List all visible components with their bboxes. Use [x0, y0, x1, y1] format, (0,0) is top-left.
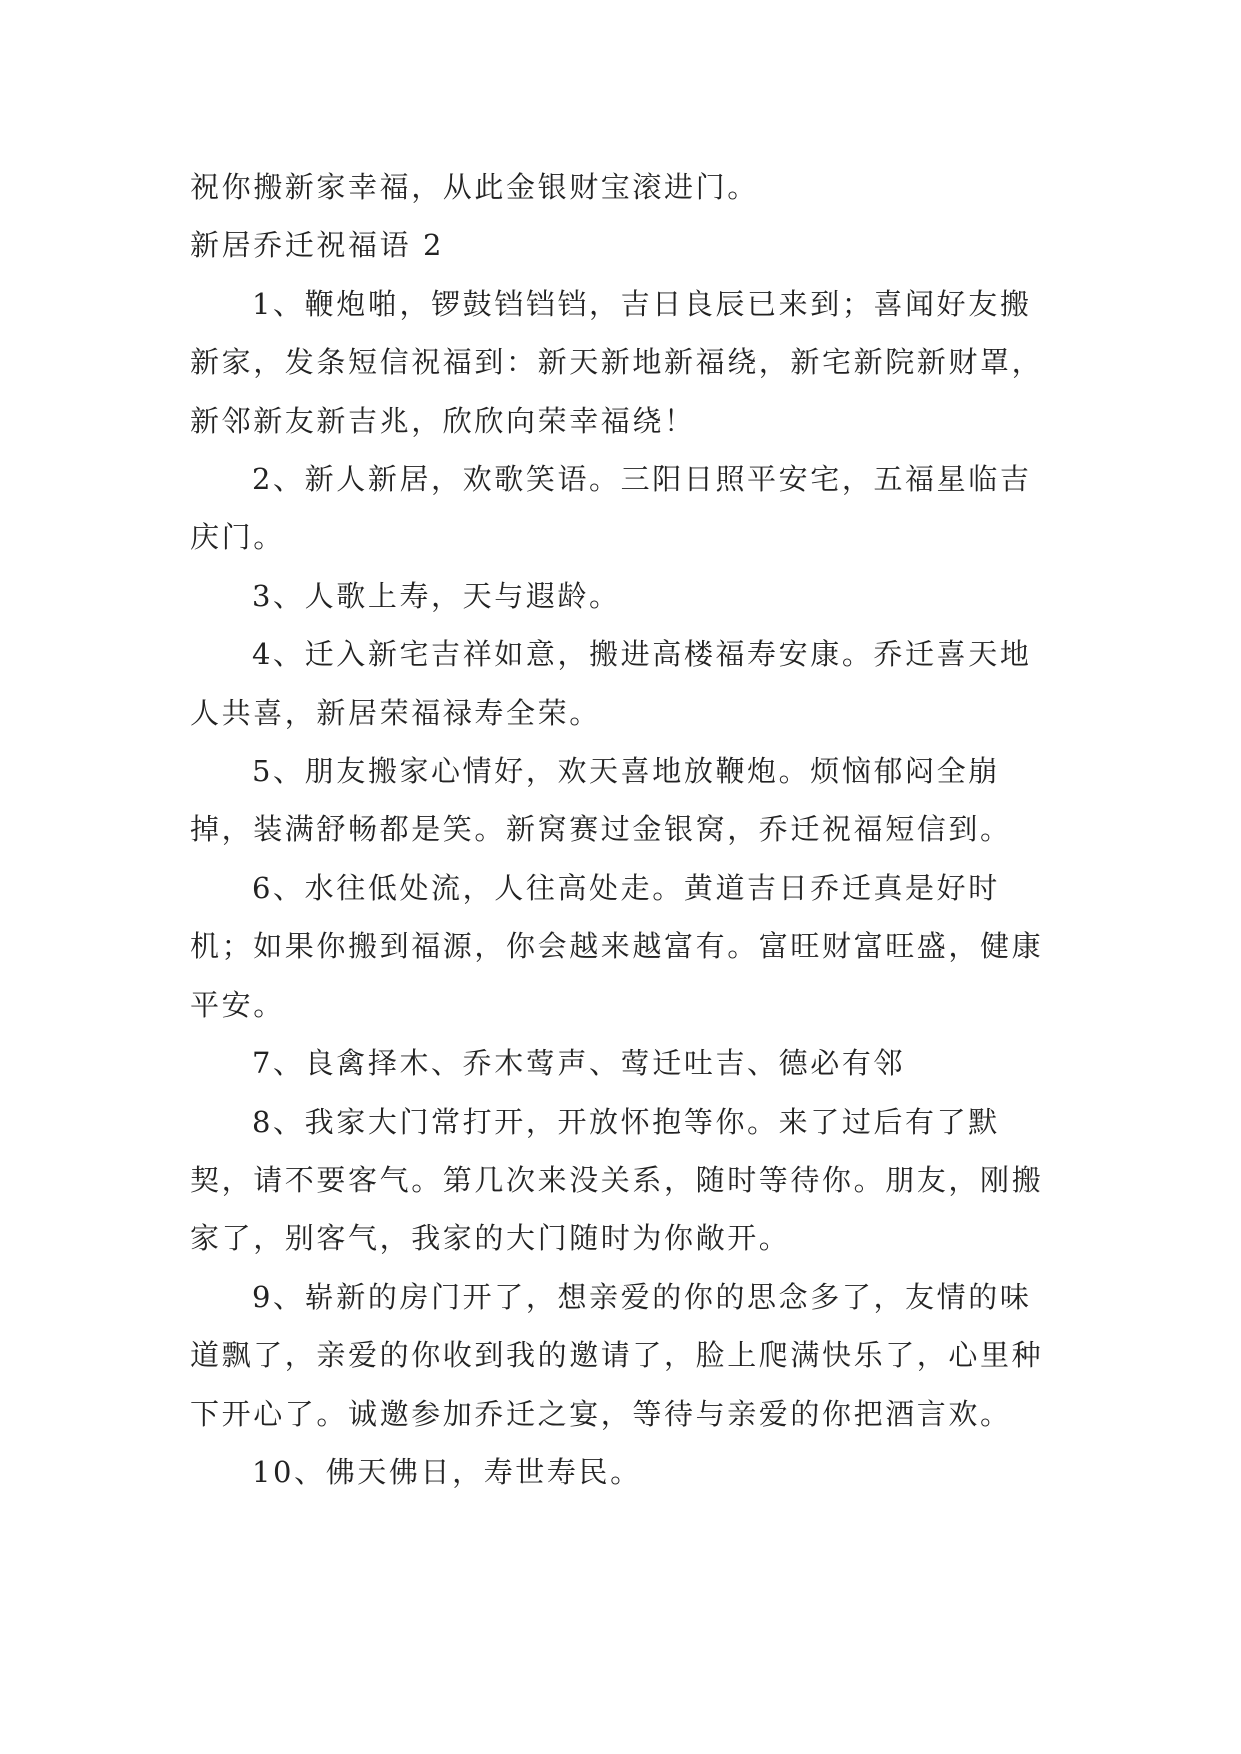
list-item-3: 3、人歌上寿，天与遐龄。 [252, 578, 621, 613]
list-item-5: 5、朋友搬家心情好，欢天喜地放鞭炮。烦恼郁闷全崩掉，装满舒畅都是笑。新窝赛过金银窝，乔迁祝福短信到。 [190, 754, 1012, 847]
document-body [190, 158, 1060, 1501]
list-item-4: 4、迁入新宅吉祥如意，搬进高楼福寿安康。乔迁喜天地人共喜，新居荣福禄寿全荣。 [190, 637, 1032, 730]
list-item-9: 9、崭新的房门开了，想亲爱的你的思念多了，友情的味道飘了，亲爱的你收到我的邀请了，脸上爬满快乐了，心里种下开心了。诚邀参加乔迁之宴，等待与亲爱的你把酒言欢。 [190, 1279, 1044, 1431]
list-item-7: 7、良禽择木、乔木莺声、莺迁吐吉、德必有邻 [252, 1046, 906, 1081]
list-item-1: 1、鞭炮啪，锣鼓铛铛铛，吉日良辰已来到；喜闻好友搬新家，发条短信祝福到：新天新地新福绕，新宅新院新财罩，新邻新友新吉兆，欣欣向荣幸福绕！ [190, 286, 1044, 438]
intro-line: 祝你搬新家幸福，从此金银财宝滚进门。 [190, 170, 759, 204]
list-item-2: 2、新人新居，欢歌笑语。三阳日照平安宅，五福星临吉庆门。 [190, 462, 1032, 555]
list-item-8: 8、我家大门常打开，开放怀抱等你。来了过后有了默契，请不要客气。第几次来没关系，随时等待你。朋友，刚搬家了，别客气，我家的大门随时为你敞开。 [190, 1104, 1044, 1256]
list-item-10: 10、佛天佛日，寿世寿民。 [252, 1454, 642, 1489]
list-item-6: 6、水往低处流，人往高处走。黄道吉日乔迁真是好时机；如果你搬到福源，你会越来越富有。富旺财富旺盛，健康平安。 [190, 870, 1044, 1022]
section-title: 新居乔迁祝福语 2 [190, 228, 445, 263]
